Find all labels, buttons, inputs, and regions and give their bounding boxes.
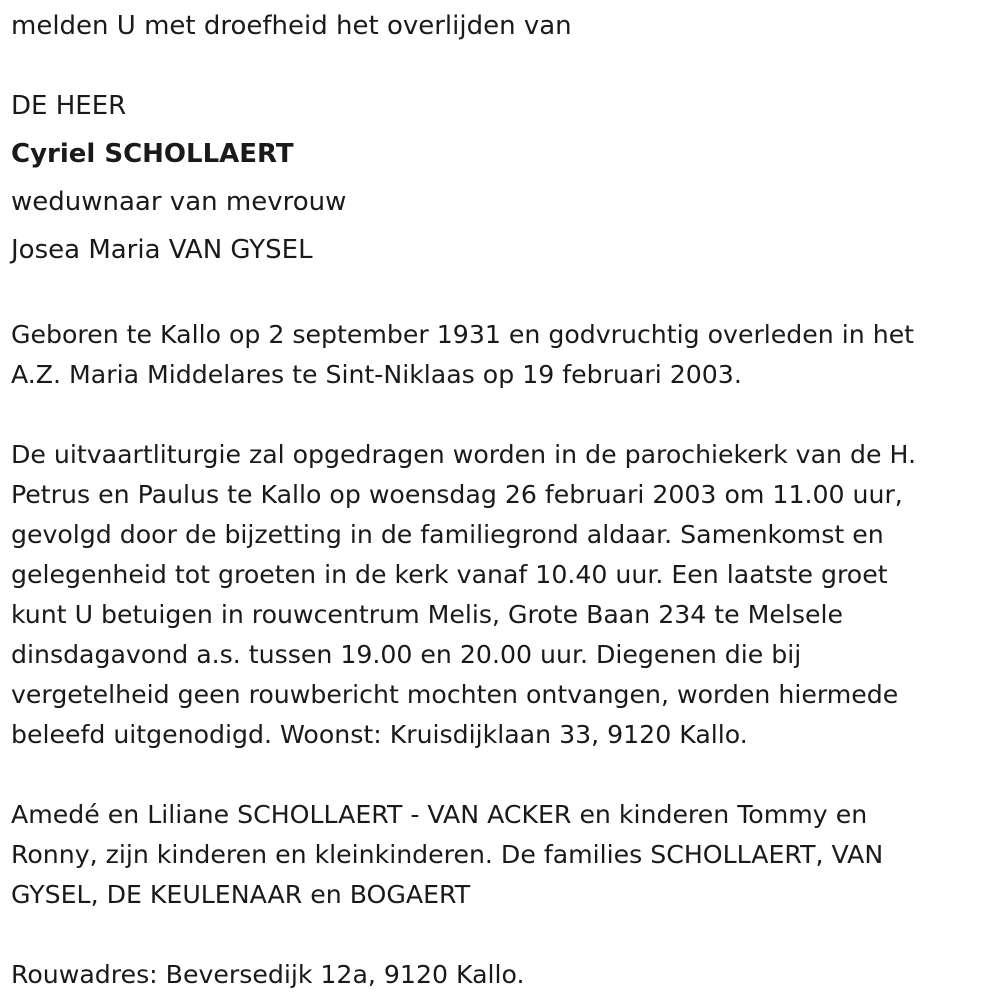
spacer [11, 755, 986, 795]
spacer [11, 50, 986, 82]
paragraph-line: beleefd uitgenodigd. Woonst: Kruisdijklaan 33, 9120 Kallo. [11, 720, 748, 749]
relation-line: weduwnaar van mevrouw [11, 187, 347, 217]
honorific: DE HEER [11, 91, 127, 121]
spouse-name: Josea Maria VAN GYSEL [11, 235, 313, 265]
birth-death-paragraph [11, 315, 986, 395]
family-paragraph [11, 795, 986, 915]
intro-line: melden U met droefheid het overlijden van [11, 11, 572, 41]
paragraph-line: GYSEL, DE KEULENAAR en BOGAERT [11, 880, 471, 909]
deceased-name: Cyriel SCHOLLAERT [11, 139, 294, 169]
paragraph-line: gelegenheid tot groeten in de kerk vanaf 10.40 uur. Een laatste groet [11, 560, 888, 589]
paragraph-line: De uitvaartliturgie zal opgedragen worden in de parochiekerk van de H. [11, 440, 916, 469]
spacer [11, 274, 986, 315]
paragraph-line: gevolgd door de bijzetting in de familiegrond aldaar. Samenkomst en [11, 520, 884, 549]
paragraph-line: A.Z. Maria Middelares te Sint-Niklaas op 19 februari 2003. [11, 360, 742, 389]
funeral-paragraph [11, 435, 986, 755]
paragraph-line: Petrus en Paulus te Kallo op woensdag 26 februari 2003 om 11.00 uur, [11, 480, 903, 509]
paragraph-line: vergetelheid geen rouwbericht mochten ontvangen, worden hiermede [11, 680, 899, 709]
paragraph-line: Amedé en Liliane SCHOLLAERT - VAN ACKER en kinderen Tommy en [11, 800, 868, 829]
paragraph-line: dinsdagavond a.s. tussen 19.00 en 20.00 uur. Diegenen die bij [11, 640, 802, 669]
mourning-address: Rouwadres: Beversedijk 12a, 9120 Kallo. [11, 960, 525, 989]
spacer [11, 915, 986, 955]
obituary-notice [11, 0, 986, 995]
paragraph-line: kunt U betuigen in rouwcentrum Melis, Grote Baan 234 te Melsele [11, 600, 844, 629]
paragraph-line: Ronny, zijn kinderen en kleinkinderen. De families SCHOLLAERT, VAN [11, 840, 884, 869]
paragraph-line: Geboren te Kallo op 2 september 1931 en godvruchtig overleden in het [11, 320, 915, 349]
spacer [11, 395, 986, 435]
